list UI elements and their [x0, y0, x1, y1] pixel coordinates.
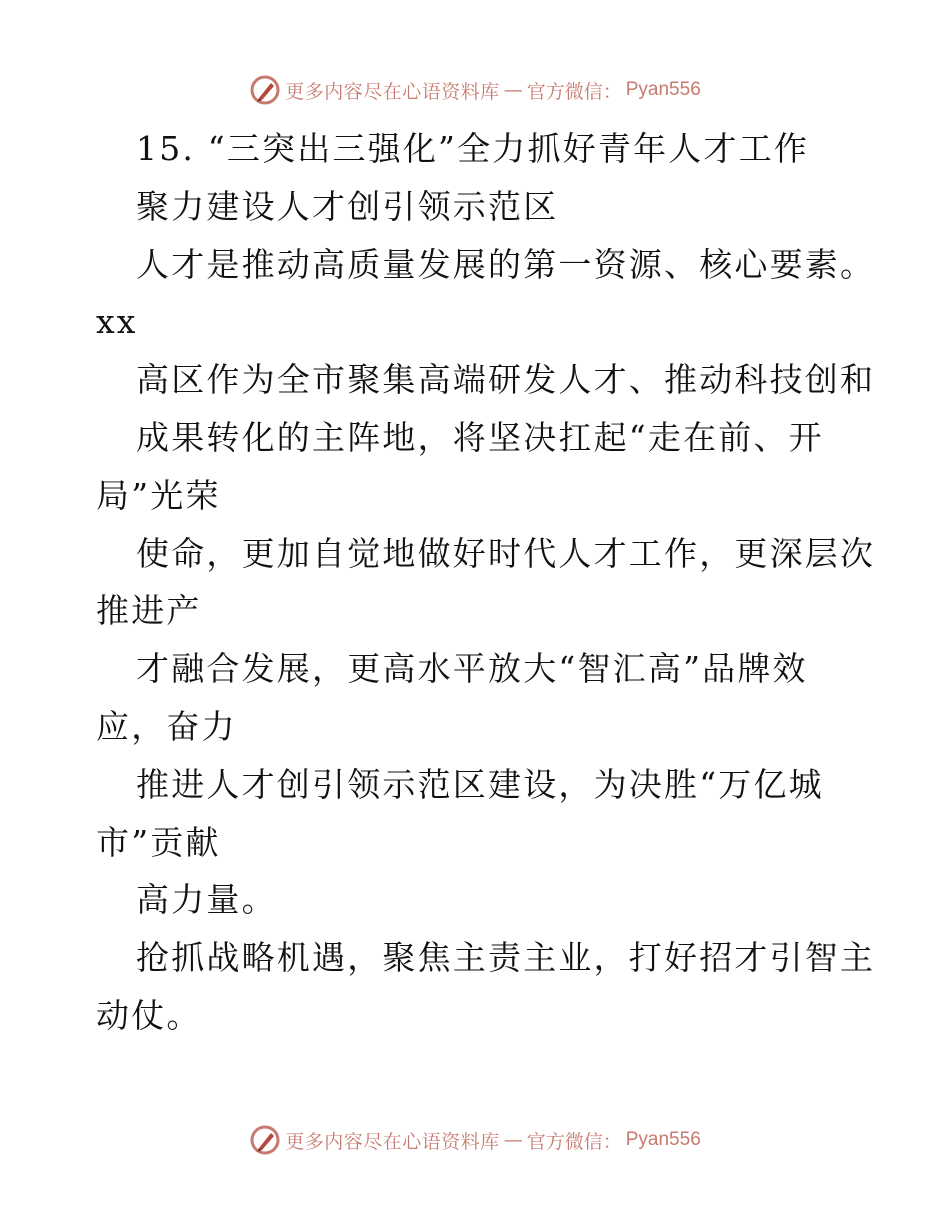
watermark-wechat-id: Pyan556 — [625, 79, 701, 100]
document-title: 15. “三突出三强化”全力抓好青年人才工作 — [136, 129, 810, 168]
paragraph-line: 推进产 — [96, 591, 202, 631]
pen-logo-icon — [249, 74, 281, 106]
watermark-text: 更多内容尽在心语资料库 — [285, 80, 500, 103]
paragraph-line: 应，奋力 — [96, 706, 237, 746]
paragraph-line: 高区作为全市聚集高端研发人才、推动科技创和 — [136, 360, 876, 400]
watermark-dash: — — [503, 1129, 523, 1151]
watermark-dash: — — [503, 79, 523, 101]
paragraph-line: 人才是推动高质量发展的第一资源、核心要素。 — [136, 244, 876, 284]
pen-logo-icon — [249, 1124, 281, 1156]
watermark-wechat-id: Pyan556 — [625, 1129, 701, 1150]
document-body — [96, 120, 876, 1045]
footer-watermark — [0, 1120, 950, 1160]
paragraph-line: 动仗。 — [96, 995, 202, 1035]
paragraph-line: 推进人才创引领示范区建设，为决胜“万亿城 — [136, 764, 824, 804]
paragraph-line: 高力量。 — [136, 880, 277, 920]
paragraph-line: 局”光荣 — [96, 475, 221, 515]
watermark-text: 更多内容尽在心语资料库 — [285, 1130, 500, 1153]
paragraph-line: 才融合发展，更高水平放大“智汇高”品牌效 — [136, 649, 808, 689]
paragraph-line: 成果转化的主阵地，将坚决扛起“走在前、开 — [136, 417, 824, 457]
watermark-wechat-label: 官方微信： — [526, 80, 622, 103]
watermark-wechat-label: 官方微信： — [526, 1130, 622, 1153]
header-watermark — [0, 70, 950, 110]
paragraph-line: 使命，更加自觉地做好时代人才工作，更深层次 — [136, 533, 876, 573]
paragraph-line: 抢抓战略机遇，聚焦主责主业，打好招才引智主 — [136, 938, 876, 978]
paragraph-line: 市”贡献 — [96, 822, 221, 862]
document-subtitle: 聚力建设人才创引领示范区 — [136, 186, 559, 226]
paragraph-line: xx — [96, 302, 138, 342]
